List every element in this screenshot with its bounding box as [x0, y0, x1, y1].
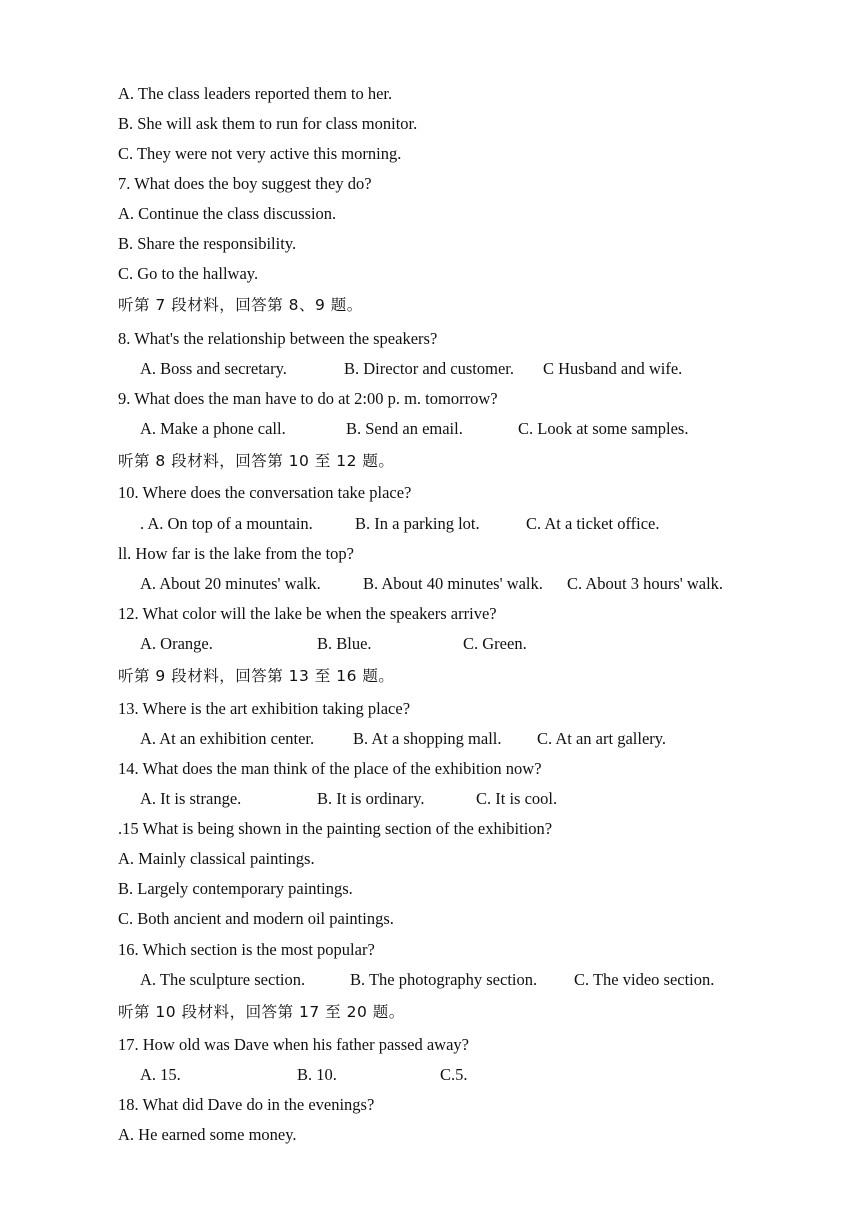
section-heading: 听第 8 段材料，回答第 10 至 12 题。 [118, 452, 395, 470]
question-9: 9. What does the man have to do at 2:00 p. m. tomorrow? [118, 389, 498, 408]
option-a: A. About 20 minutes' walk. [140, 574, 321, 593]
option-c: C. Green. [463, 634, 527, 653]
section-heading: 听第 9 段材料，回答第 13 至 16 题。 [118, 667, 395, 685]
option-a: A. 15. [140, 1065, 181, 1084]
option-line: A. Mainly classical paintings. [118, 849, 315, 868]
option-line: B. Share the responsibility. [118, 234, 297, 253]
option-a: A. Make a phone call. [140, 419, 286, 438]
question-16: 16. Which section is the most popular? [118, 940, 375, 959]
section-heading: 听第 7 段材料，回答第 8、9 题。 [118, 296, 363, 314]
question-10: 10. Where does the conversation take place? [118, 483, 412, 502]
option-c: C. At a ticket office. [526, 514, 660, 533]
question-18: 18. What did Dave do in the evenings? [118, 1095, 375, 1114]
option-a: A. At an exhibition center. [140, 729, 315, 748]
option-a: A. It is strange. [140, 789, 242, 808]
option-a: . A. On top of a mountain. [140, 514, 313, 533]
option-a: A. Boss and secretary. [140, 359, 287, 378]
option-c: C. The video section. [574, 970, 715, 989]
question-12: 12. What color will the lake be when the speakers arrive? [118, 604, 497, 623]
option-line: C. They were not very active this morning. [118, 144, 402, 163]
option-b: B. It is ordinary. [317, 789, 425, 808]
option-c: C. It is cool. [476, 789, 558, 808]
option-b: B. Send an email. [346, 419, 463, 438]
option-c: C Husband and wife. [543, 359, 683, 378]
option-line: A. The class leaders reported them to her. [118, 84, 393, 103]
option-b: B. At a shopping mall. [353, 729, 502, 748]
option-line: B. She will ask them to run for class monitor. [118, 114, 418, 133]
option-c: C. About 3 hours' walk. [567, 574, 724, 593]
option-line: A. Continue the class discussion. [118, 204, 337, 223]
option-b: B. Director and customer. [344, 359, 514, 378]
option-b: B. The photography section. [350, 970, 538, 989]
question-11: ll. How far is the lake from the top? [118, 544, 354, 563]
option-b: B. Blue. [317, 634, 372, 653]
question-17: 17. How old was Dave when his father passed away? [118, 1035, 469, 1054]
question-8: 8. What's the relationship between the speakers? [118, 329, 438, 348]
option-line: A. He earned some money. [118, 1125, 297, 1144]
question-15: .15 What is being shown in the painting section of the exhibition? [118, 819, 553, 838]
option-b: B. 10. [297, 1065, 337, 1084]
question-7: 7. What does the boy suggest they do? [118, 174, 372, 193]
option-c: C.5. [440, 1065, 468, 1084]
section-heading: 听第 10 段材料，回答第 17 至 20 题。 [118, 1003, 405, 1021]
question-14: 14. What does the man think of the place of the exhibition now? [118, 759, 542, 778]
option-b: B. In a parking lot. [355, 514, 480, 533]
option-c: C. Look at some samples. [518, 419, 689, 438]
option-line: C. Go to the hallway. [118, 264, 259, 283]
option-line: B. Largely contemporary paintings. [118, 879, 353, 898]
option-b: B. About 40 minutes' walk. [363, 574, 543, 593]
option-line: C. Both ancient and modern oil paintings. [118, 909, 394, 928]
question-13: 13. Where is the art exhibition taking place? [118, 699, 411, 718]
option-a: A. The sculpture section. [140, 970, 306, 989]
option-c: C. At an art gallery. [537, 729, 667, 748]
option-a: A. Orange. [140, 634, 213, 653]
